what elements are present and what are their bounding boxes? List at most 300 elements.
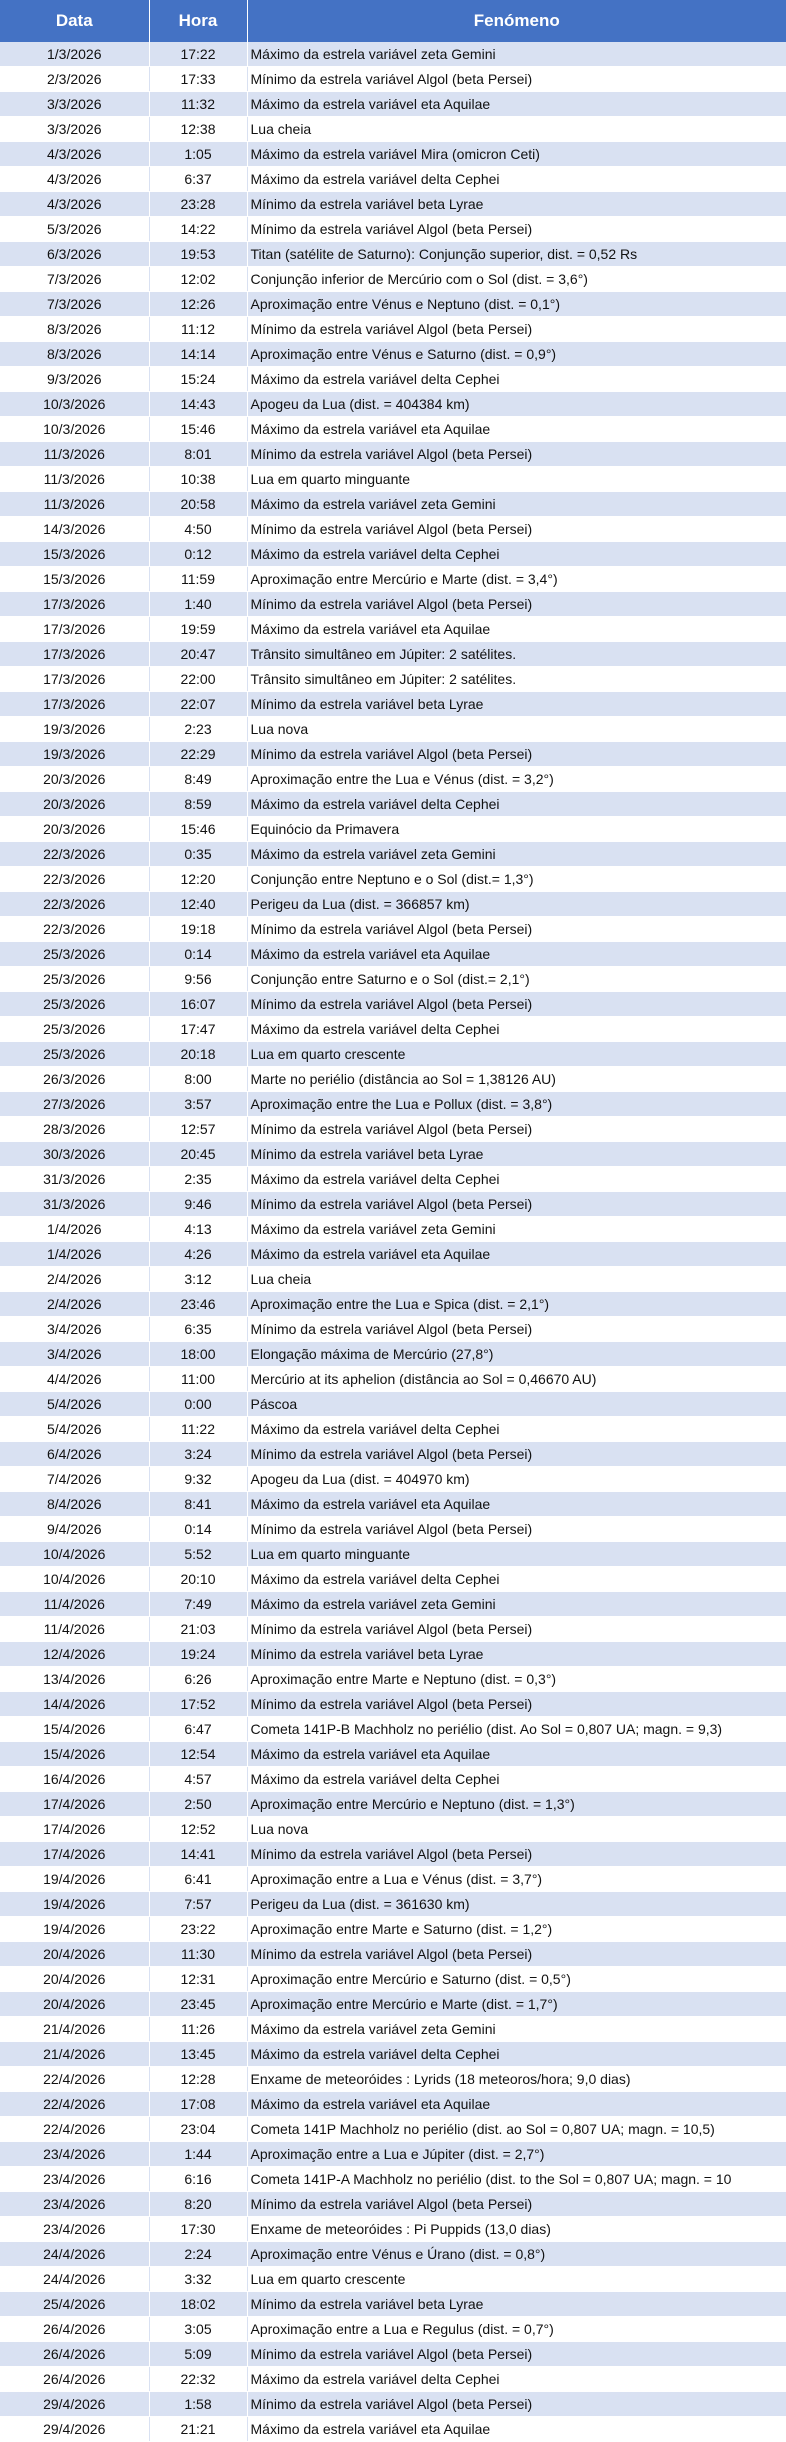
- cell-event: Aproximação entre the Lua e Pollux (dist. = 3,8°): [247, 1092, 786, 1117]
- cell-date: 11/3/2026: [0, 442, 149, 467]
- cell-time: 3:57: [149, 1092, 247, 1117]
- cell-time: 12:57: [149, 1117, 247, 1142]
- cell-event: Mínimo da estrela variável Algol (beta Persei): [247, 442, 786, 467]
- table-body: [0, 42, 786, 2442]
- cell-time: 12:38: [149, 117, 247, 142]
- cell-event: Aproximação entre a Lua e Júpiter (dist. = 2,7°): [247, 2142, 786, 2167]
- cell-time: 3:12: [149, 1267, 247, 1292]
- table-row: [0, 342, 786, 367]
- cell-time: 21:21: [149, 2417, 247, 2442]
- cell-date: 15/4/2026: [0, 1742, 149, 1767]
- table-row: [0, 1917, 786, 1942]
- cell-time: 4:26: [149, 1242, 247, 1267]
- cell-time: 6:47: [149, 1717, 247, 1742]
- cell-date: 4/3/2026: [0, 192, 149, 217]
- cell-time: 20:45: [149, 1142, 247, 1167]
- cell-date: 24/4/2026: [0, 2242, 149, 2267]
- table-row: [0, 1517, 786, 1542]
- cell-date: 20/3/2026: [0, 792, 149, 817]
- cell-date: 25/3/2026: [0, 942, 149, 967]
- cell-date: 26/4/2026: [0, 2317, 149, 2342]
- cell-time: 12:54: [149, 1742, 247, 1767]
- cell-date: 3/3/2026: [0, 117, 149, 142]
- table-row: [0, 92, 786, 117]
- cell-date: 25/3/2026: [0, 1017, 149, 1042]
- table-row: [0, 1942, 786, 1967]
- table-row: [0, 1192, 786, 1217]
- cell-event: Mínimo da estrela variável Algol (beta Persei): [247, 2192, 786, 2217]
- cell-date: 19/4/2026: [0, 1917, 149, 1942]
- cell-time: 2:24: [149, 2242, 247, 2267]
- table-header: [0, 0, 786, 42]
- table-row: [0, 2317, 786, 2342]
- table-row: [0, 2267, 786, 2292]
- cell-date: 7/3/2026: [0, 267, 149, 292]
- cell-event: Conjunção entre Neptuno e o Sol (dist.= 1,3°): [247, 867, 786, 892]
- cell-time: 5:09: [149, 2342, 247, 2367]
- cell-date: 31/3/2026: [0, 1167, 149, 1192]
- cell-event: Aproximação entre a Lua e Regulus (dist. = 0,7°): [247, 2317, 786, 2342]
- cell-time: 15:24: [149, 367, 247, 392]
- table-row: [0, 1642, 786, 1667]
- cell-event: Máximo da estrela variável zeta Gemini: [247, 842, 786, 867]
- cell-date: 8/3/2026: [0, 317, 149, 342]
- cell-event: Cometa 141P Machholz no periélio (dist. ao Sol = 0,807 UA; magn. = 10,5): [247, 2117, 786, 2142]
- table-row: [0, 942, 786, 967]
- cell-event: Máximo da estrela variável delta Cephei: [247, 1417, 786, 1442]
- cell-time: 9:46: [149, 1192, 247, 1217]
- cell-event: Aproximação entre Vénus e Úrano (dist. = 0,8°): [247, 2242, 786, 2267]
- cell-time: 17:52: [149, 1692, 247, 1717]
- cell-time: 0:14: [149, 1517, 247, 1542]
- column-header-event: Fenómeno: [247, 0, 786, 42]
- cell-date: 19/3/2026: [0, 717, 149, 742]
- cell-time: 3:24: [149, 1442, 247, 1467]
- cell-time: 11:12: [149, 317, 247, 342]
- cell-date: 19/4/2026: [0, 1892, 149, 1917]
- cell-event: Máximo da estrela variável eta Aquilae: [247, 417, 786, 442]
- cell-event: Mínimo da estrela variável Algol (beta Persei): [247, 2392, 786, 2417]
- cell-time: 19:24: [149, 1642, 247, 1667]
- table-row: [0, 2092, 786, 2117]
- table-row: [0, 1317, 786, 1342]
- cell-date: 5/4/2026: [0, 1417, 149, 1442]
- table-row: [0, 567, 786, 592]
- table-row: [0, 867, 786, 892]
- table-row: [0, 667, 786, 692]
- cell-time: 4:50: [149, 517, 247, 542]
- table-row: [0, 42, 786, 67]
- cell-date: 15/3/2026: [0, 567, 149, 592]
- table-row: [0, 592, 786, 617]
- cell-event: Trânsito simultâneo em Júpiter: 2 satélites.: [247, 667, 786, 692]
- cell-event: Máximo da estrela variável eta Aquilae: [247, 2417, 786, 2442]
- cell-event: Aproximação entre Vénus e Neptuno (dist. = 0,1°): [247, 292, 786, 317]
- cell-date: 17/4/2026: [0, 1792, 149, 1817]
- cell-date: 25/3/2026: [0, 1042, 149, 1067]
- cell-time: 11:59: [149, 567, 247, 592]
- cell-date: 20/4/2026: [0, 1967, 149, 1992]
- cell-event: Máximo da estrela variável Mira (omicron Ceti): [247, 142, 786, 167]
- cell-event: Máximo da estrela variável delta Cephei: [247, 167, 786, 192]
- cell-date: 3/4/2026: [0, 1342, 149, 1367]
- cell-event: Lua em quarto minguante: [247, 467, 786, 492]
- cell-date: 17/3/2026: [0, 592, 149, 617]
- table-row: [0, 1242, 786, 1267]
- cell-date: 22/3/2026: [0, 892, 149, 917]
- cell-time: 0:14: [149, 942, 247, 967]
- cell-time: 12:52: [149, 1817, 247, 1842]
- cell-date: 24/4/2026: [0, 2267, 149, 2292]
- table-row: [0, 1717, 786, 1742]
- cell-time: 19:53: [149, 242, 247, 267]
- cell-date: 22/4/2026: [0, 2117, 149, 2142]
- cell-time: 20:18: [149, 1042, 247, 1067]
- cell-time: 18:00: [149, 1342, 247, 1367]
- cell-time: 9:32: [149, 1467, 247, 1492]
- cell-date: 17/4/2026: [0, 1817, 149, 1842]
- cell-time: 23:45: [149, 1992, 247, 2017]
- table-row: [0, 1967, 786, 1992]
- cell-time: 12:26: [149, 292, 247, 317]
- cell-event: Aproximação entre Marte e Saturno (dist. = 1,2°): [247, 1917, 786, 1942]
- table-row: [0, 967, 786, 992]
- cell-event: Mínimo da estrela variável Algol (beta Persei): [247, 592, 786, 617]
- cell-date: 25/3/2026: [0, 992, 149, 1017]
- cell-event: Mínimo da estrela variável Algol (beta Persei): [247, 1617, 786, 1642]
- table-row: [0, 1367, 786, 1392]
- cell-date: 10/4/2026: [0, 1542, 149, 1567]
- table-row: [0, 492, 786, 517]
- table-row: [0, 392, 786, 417]
- table-row: [0, 1542, 786, 1567]
- table-row: [0, 1267, 786, 1292]
- cell-event: Máximo da estrela variável delta Cephei: [247, 1017, 786, 1042]
- cell-time: 15:46: [149, 417, 247, 442]
- table-row: [0, 1842, 786, 1867]
- cell-date: 14/3/2026: [0, 517, 149, 542]
- cell-time: 1:05: [149, 142, 247, 167]
- cell-event: Aproximação entre Mercúrio e Neptuno (dist. = 1,3°): [247, 1792, 786, 1817]
- table-row: [0, 1217, 786, 1242]
- cell-time: 10:38: [149, 467, 247, 492]
- cell-date: 11/3/2026: [0, 492, 149, 517]
- cell-date: 8/4/2026: [0, 1492, 149, 1517]
- cell-time: 11:32: [149, 92, 247, 117]
- table-row: [0, 692, 786, 717]
- cell-date: 23/4/2026: [0, 2142, 149, 2167]
- cell-date: 21/4/2026: [0, 2042, 149, 2067]
- cell-date: 22/3/2026: [0, 867, 149, 892]
- table-row: [0, 317, 786, 342]
- cell-event: Máximo da estrela variável eta Aquilae: [247, 1492, 786, 1517]
- table-row: [0, 2342, 786, 2367]
- table-row: [0, 2292, 786, 2317]
- cell-event: Cometa 141P-B Machholz no periélio (dist. Ao Sol = 0,807 UA; magn. = 9,3): [247, 1717, 786, 1742]
- cell-time: 11:26: [149, 2017, 247, 2042]
- cell-time: 23:22: [149, 1917, 247, 1942]
- cell-date: 21/4/2026: [0, 2017, 149, 2042]
- cell-event: Mínimo da estrela variável Algol (beta Persei): [247, 217, 786, 242]
- cell-time: 19:59: [149, 617, 247, 642]
- cell-date: 26/4/2026: [0, 2342, 149, 2367]
- cell-time: 22:00: [149, 667, 247, 692]
- cell-date: 15/4/2026: [0, 1717, 149, 1742]
- table-row: [0, 892, 786, 917]
- cell-time: 12:40: [149, 892, 247, 917]
- cell-time: 14:43: [149, 392, 247, 417]
- cell-event: Aproximação entre the Lua e Spica (dist. = 2,1°): [247, 1292, 786, 1317]
- cell-time: 23:46: [149, 1292, 247, 1317]
- cell-event: Mínimo da estrela variável Algol (beta Persei): [247, 1942, 786, 1967]
- cell-event: Mínimo da estrela variável Algol (beta Persei): [247, 67, 786, 92]
- table-row: [0, 467, 786, 492]
- cell-time: 12:31: [149, 1967, 247, 1992]
- table-row: [0, 1792, 786, 1817]
- table-row: [0, 767, 786, 792]
- cell-time: 22:07: [149, 692, 247, 717]
- table-row: [0, 1042, 786, 1067]
- cell-date: 10/3/2026: [0, 392, 149, 417]
- cell-date: 6/4/2026: [0, 1442, 149, 1467]
- cell-date: 4/3/2026: [0, 142, 149, 167]
- cell-event: Máximo da estrela variável zeta Gemini: [247, 1217, 786, 1242]
- table-row: [0, 2367, 786, 2392]
- cell-time: 6:41: [149, 1867, 247, 1892]
- table-row: [0, 1592, 786, 1617]
- cell-date: 25/4/2026: [0, 2292, 149, 2317]
- table-row: [0, 192, 786, 217]
- cell-event: Mínimo da estrela variável beta Lyrae: [247, 1142, 786, 1167]
- cell-event: Lua nova: [247, 1817, 786, 1842]
- cell-time: 20:58: [149, 492, 247, 517]
- cell-date: 22/4/2026: [0, 2092, 149, 2117]
- cell-event: Lua cheia: [247, 1267, 786, 1292]
- cell-event: Aproximação entre Marte e Neptuno (dist. = 0,3°): [247, 1667, 786, 1692]
- table-row: [0, 842, 786, 867]
- cell-date: 23/4/2026: [0, 2217, 149, 2242]
- cell-time: 8:00: [149, 1067, 247, 1092]
- cell-event: Máximo da estrela variável delta Cephei: [247, 2042, 786, 2067]
- table-row: [0, 1417, 786, 1442]
- cell-event: Lua em quarto crescente: [247, 1042, 786, 1067]
- table-row: [0, 1392, 786, 1417]
- cell-event: Máximo da estrela variável delta Cephei: [247, 2367, 786, 2392]
- cell-date: 1/3/2026: [0, 42, 149, 67]
- cell-event: Máximo da estrela variável eta Aquilae: [247, 1742, 786, 1767]
- cell-event: Máximo da estrela variável eta Aquilae: [247, 2092, 786, 2117]
- cell-date: 29/4/2026: [0, 2392, 149, 2417]
- cell-time: 21:03: [149, 1617, 247, 1642]
- cell-event: Máximo da estrela variável zeta Gemini: [247, 2017, 786, 2042]
- cell-time: 5:52: [149, 1542, 247, 1567]
- table-row: [0, 1567, 786, 1592]
- table-row: [0, 292, 786, 317]
- cell-event: Máximo da estrela variável delta Cephei: [247, 1767, 786, 1792]
- cell-event: Mínimo da estrela variável Algol (beta Persei): [247, 1442, 786, 1467]
- cell-time: 20:47: [149, 642, 247, 667]
- table-row: [0, 1492, 786, 1517]
- cell-event: Páscoa: [247, 1392, 786, 1417]
- cell-event: Perigeu da Lua (dist. = 361630 km): [247, 1892, 786, 1917]
- cell-time: 8:41: [149, 1492, 247, 1517]
- cell-event: Enxame de meteoróides : Pi Puppids (13,0 dias): [247, 2217, 786, 2242]
- cell-time: 4:57: [149, 1767, 247, 1792]
- cell-event: Mínimo da estrela variável Algol (beta Persei): [247, 992, 786, 1017]
- table-row: [0, 717, 786, 742]
- column-header-date: Data: [0, 0, 149, 42]
- cell-event: Mínimo da estrela variável beta Lyrae: [247, 192, 786, 217]
- cell-time: 0:00: [149, 1392, 247, 1417]
- cell-date: 11/4/2026: [0, 1592, 149, 1617]
- cell-date: 20/4/2026: [0, 1992, 149, 2017]
- cell-date: 8/3/2026: [0, 342, 149, 367]
- cell-time: 1:40: [149, 592, 247, 617]
- cell-event: Máximo da estrela variável eta Aquilae: [247, 92, 786, 117]
- cell-time: 8:01: [149, 442, 247, 467]
- cell-date: 17/3/2026: [0, 642, 149, 667]
- cell-event: Máximo da estrela variável eta Aquilae: [247, 1242, 786, 1267]
- table-row: [0, 817, 786, 842]
- table-row: [0, 242, 786, 267]
- cell-event: Conjunção inferior de Mercúrio com o Sol (dist. = 3,6°): [247, 267, 786, 292]
- cell-time: 12:28: [149, 2067, 247, 2092]
- cell-time: 7:49: [149, 1592, 247, 1617]
- cell-time: 14:22: [149, 217, 247, 242]
- table-row: [0, 917, 786, 942]
- cell-date: 20/3/2026: [0, 767, 149, 792]
- cell-date: 13/4/2026: [0, 1667, 149, 1692]
- table-row: [0, 1467, 786, 1492]
- cell-time: 2:23: [149, 717, 247, 742]
- cell-date: 9/4/2026: [0, 1517, 149, 1542]
- cell-event: Mínimo da estrela variável Algol (beta Persei): [247, 1692, 786, 1717]
- cell-event: Mínimo da estrela variável Algol (beta Persei): [247, 1842, 786, 1867]
- cell-date: 5/3/2026: [0, 217, 149, 242]
- cell-date: 12/4/2026: [0, 1642, 149, 1667]
- cell-time: 4:13: [149, 1217, 247, 1242]
- cell-event: Lua cheia: [247, 117, 786, 142]
- table-row: [0, 167, 786, 192]
- cell-date: 10/4/2026: [0, 1567, 149, 1592]
- table-row: [0, 1692, 786, 1717]
- cell-date: 17/4/2026: [0, 1842, 149, 1867]
- table-row: [0, 1292, 786, 1317]
- table-row: [0, 2242, 786, 2267]
- cell-event: Marte no periélio (distância ao Sol = 1,38126 AU): [247, 1067, 786, 1092]
- table-row: [0, 267, 786, 292]
- cell-event: Mínimo da estrela variável beta Lyrae: [247, 1642, 786, 1667]
- table-row: [0, 1017, 786, 1042]
- cell-date: 2/4/2026: [0, 1267, 149, 1292]
- cell-event: Apogeu da Lua (dist. = 404970 km): [247, 1467, 786, 1492]
- cell-date: 26/4/2026: [0, 2367, 149, 2392]
- cell-time: 16:07: [149, 992, 247, 1017]
- table-row: [0, 1817, 786, 1842]
- cell-time: 6:35: [149, 1317, 247, 1342]
- cell-date: 1/4/2026: [0, 1242, 149, 1267]
- cell-time: 22:29: [149, 742, 247, 767]
- cell-date: 29/4/2026: [0, 2417, 149, 2442]
- cell-event: Elongação máxima de Mercúrio (27,8°): [247, 1342, 786, 1367]
- table-row: [0, 2417, 786, 2442]
- cell-event: Mínimo da estrela variável Algol (beta Persei): [247, 2342, 786, 2367]
- cell-time: 6:37: [149, 167, 247, 192]
- column-header-time: Hora: [149, 0, 247, 42]
- table-row: [0, 142, 786, 167]
- cell-time: 17:33: [149, 67, 247, 92]
- cell-time: 1:44: [149, 2142, 247, 2167]
- cell-date: 2/3/2026: [0, 67, 149, 92]
- cell-date: 7/3/2026: [0, 292, 149, 317]
- cell-event: Máximo da estrela variável delta Cephei: [247, 1567, 786, 1592]
- table-row: [0, 1442, 786, 1467]
- cell-event: Aproximação entre Mercúrio e Saturno (dist. = 0,5°): [247, 1967, 786, 1992]
- cell-time: 3:32: [149, 2267, 247, 2292]
- cell-time: 11:22: [149, 1417, 247, 1442]
- cell-time: 11:00: [149, 1367, 247, 1392]
- cell-date: 1/4/2026: [0, 1217, 149, 1242]
- cell-event: Lua nova: [247, 717, 786, 742]
- cell-event: Mínimo da estrela variável Algol (beta Persei): [247, 317, 786, 342]
- table-row: [0, 1992, 786, 2017]
- cell-time: 8:59: [149, 792, 247, 817]
- table-row: [0, 1767, 786, 1792]
- table-row: [0, 2142, 786, 2167]
- cell-date: 10/3/2026: [0, 417, 149, 442]
- cell-date: 15/3/2026: [0, 542, 149, 567]
- table-row: [0, 1342, 786, 1367]
- cell-date: 16/4/2026: [0, 1767, 149, 1792]
- table-row: [0, 2017, 786, 2042]
- cell-date: 26/3/2026: [0, 1067, 149, 1092]
- cell-date: 7/4/2026: [0, 1467, 149, 1492]
- cell-event: Enxame de meteoróides : Lyrids (18 meteoros/hora; 9,0 dias): [247, 2067, 786, 2092]
- cell-event: Aproximação entre Mercúrio e Marte (dist. = 1,7°): [247, 1992, 786, 2017]
- table-row: [0, 2042, 786, 2067]
- cell-event: Titan (satélite de Saturno): Conjunção superior, dist. = 0,52 Rs: [247, 242, 786, 267]
- cell-event: Máximo da estrela variável delta Cephei: [247, 367, 786, 392]
- cell-date: 31/3/2026: [0, 1192, 149, 1217]
- table-row: [0, 2167, 786, 2192]
- table-row: [0, 992, 786, 1017]
- cell-date: 6/3/2026: [0, 242, 149, 267]
- table-row: [0, 1617, 786, 1642]
- cell-date: 3/3/2026: [0, 92, 149, 117]
- header-row: [0, 0, 786, 42]
- table-row: [0, 2192, 786, 2217]
- cell-date: 25/3/2026: [0, 967, 149, 992]
- cell-time: 6:26: [149, 1667, 247, 1692]
- cell-date: 27/3/2026: [0, 1092, 149, 1117]
- cell-event: Mínimo da estrela variável Algol (beta Persei): [247, 1317, 786, 1342]
- cell-date: 23/4/2026: [0, 2192, 149, 2217]
- cell-time: 18:02: [149, 2292, 247, 2317]
- cell-date: 14/4/2026: [0, 1692, 149, 1717]
- table-row: [0, 67, 786, 92]
- cell-time: 11:30: [149, 1942, 247, 1967]
- cell-time: 13:45: [149, 2042, 247, 2067]
- table-row: [0, 1142, 786, 1167]
- cell-time: 17:47: [149, 1017, 247, 1042]
- table-row: [0, 1167, 786, 1192]
- cell-event: Trânsito simultâneo em Júpiter: 2 satélites.: [247, 642, 786, 667]
- table-row: [0, 117, 786, 142]
- cell-time: 20:10: [149, 1567, 247, 1592]
- cell-time: 0:12: [149, 542, 247, 567]
- cell-time: 0:35: [149, 842, 247, 867]
- table-row: [0, 517, 786, 542]
